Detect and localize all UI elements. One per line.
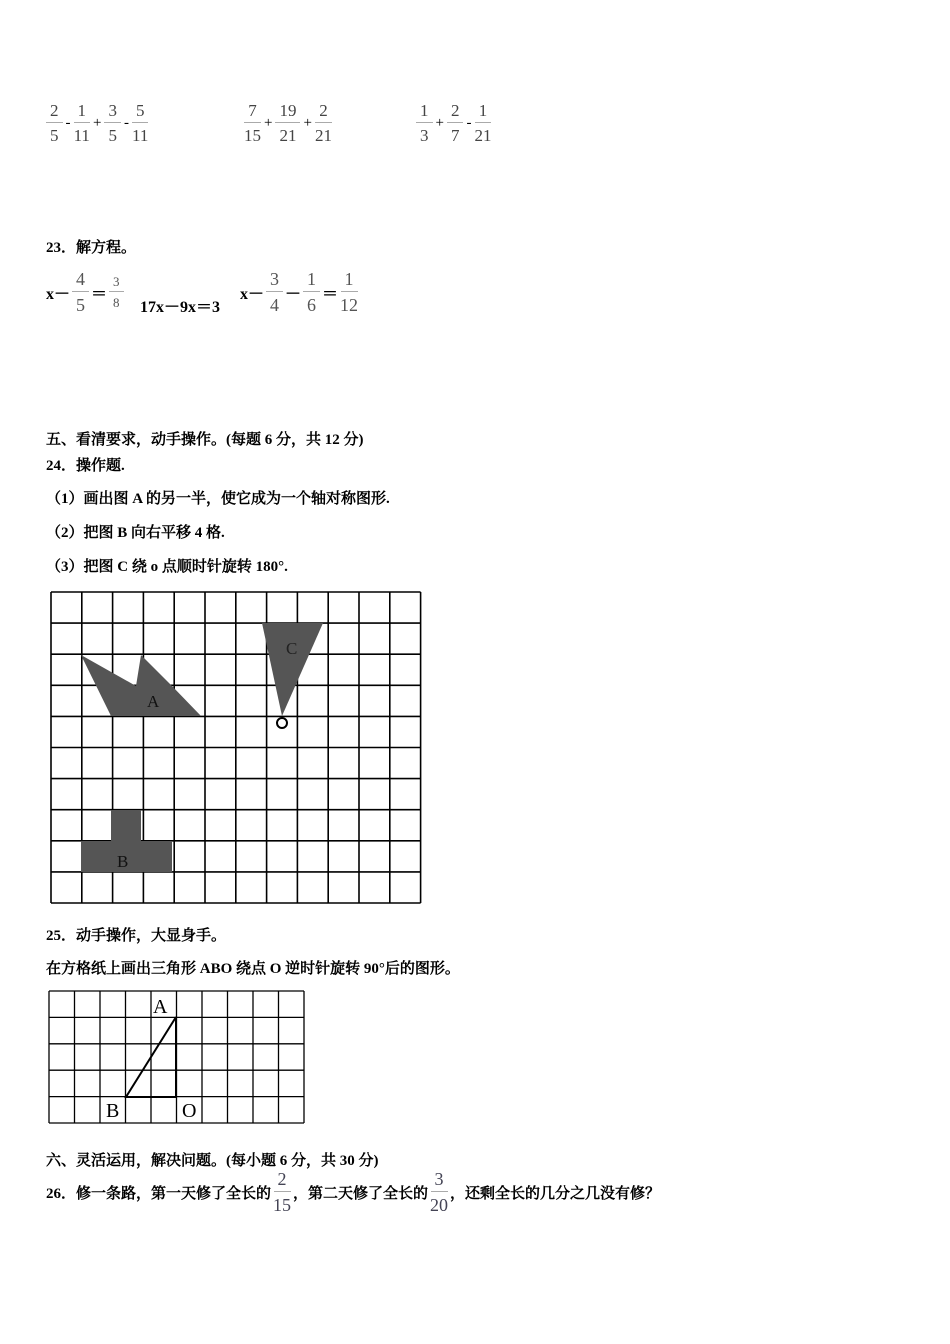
operator: - bbox=[466, 114, 472, 131]
numerator: 2 bbox=[315, 102, 332, 123]
eq-text: x－ bbox=[240, 285, 265, 303]
denominator: 21 bbox=[474, 126, 492, 145]
equation-2: 17x－9x＝3 bbox=[140, 299, 221, 316]
denominator: 5 bbox=[50, 126, 59, 145]
q26-text: 26．修一条路，第一天修了全长的 bbox=[46, 1185, 272, 1202]
operator: + bbox=[303, 114, 312, 131]
denominator: 11 bbox=[73, 126, 90, 145]
denominator: 12 bbox=[340, 295, 359, 315]
q24-item-3: （3）把图 C 绕 o 点顺时针旋转 180°. bbox=[46, 559, 288, 575]
denominator: 21 bbox=[314, 126, 332, 145]
numerator: 5 bbox=[132, 102, 149, 123]
section-5-heading: 五、看清要求，动手操作。(每题 6 分，共 12 分) bbox=[46, 432, 364, 448]
numerator: 1 bbox=[74, 102, 91, 123]
numerator: 1 bbox=[341, 270, 358, 292]
fraction bbox=[273, 1170, 291, 1214]
q24-item-2: （2）把图 B 向右平移 4 格. bbox=[46, 525, 225, 541]
label-o: O bbox=[182, 1100, 197, 1122]
label-a: A bbox=[147, 692, 160, 711]
numerator: 1 bbox=[475, 102, 492, 123]
numerator: 3 bbox=[109, 275, 124, 292]
label-b: B bbox=[117, 852, 129, 871]
numerator: 19 bbox=[275, 102, 300, 123]
q24-item-1: （1）画出图 A 的另一半，使它成为一个轴对称图形. bbox=[46, 491, 390, 507]
denominator: 5 bbox=[76, 295, 86, 315]
denominator: 8 bbox=[113, 295, 120, 310]
numerator: 3 bbox=[266, 270, 283, 292]
eq-text: ＝ bbox=[91, 285, 108, 303]
operator: + bbox=[435, 114, 444, 131]
shape-c bbox=[262, 623, 323, 716]
denominator: 15 bbox=[244, 126, 261, 145]
q23-title: 23．解方程。 bbox=[46, 240, 137, 256]
q26-text: ，第二天修了全长的 bbox=[293, 1185, 429, 1202]
q26-question bbox=[46, 1170, 660, 1214]
denominator: 21 bbox=[279, 126, 297, 145]
q26-text: ，还剩全长的几分之几没有修？ bbox=[450, 1185, 661, 1202]
denominator: 4 bbox=[270, 295, 280, 315]
q24-title: 24．操作题. bbox=[46, 458, 125, 474]
denominator: 11 bbox=[132, 126, 149, 145]
denominator: 3 bbox=[420, 126, 429, 145]
section-6-heading: 六、灵活运用，解决问题。(每小题 6 分，共 30 分) bbox=[46, 1153, 379, 1169]
numerator: 3 bbox=[104, 102, 121, 123]
numerator: 2 bbox=[274, 1170, 291, 1192]
denominator: 7 bbox=[450, 126, 460, 145]
operator: - bbox=[65, 114, 71, 131]
numerator: 2 bbox=[46, 102, 63, 123]
numerator: 2 bbox=[447, 102, 464, 123]
eq-text: x－ bbox=[46, 285, 71, 303]
numerator: 3 bbox=[431, 1170, 448, 1192]
eq-text: － bbox=[285, 285, 302, 303]
point-o bbox=[277, 718, 287, 728]
numerator: 7 bbox=[244, 102, 261, 123]
label-a: A bbox=[153, 996, 168, 1018]
q25-text: 在方格纸上画出三角形 ABO 绕点 O 逆时针旋转 90°后的图形。 bbox=[46, 961, 460, 977]
fraction bbox=[430, 1170, 448, 1214]
operator: + bbox=[264, 114, 273, 131]
denominator: 5 bbox=[108, 126, 117, 145]
eq-text: ＝ bbox=[322, 285, 339, 303]
numerator: 1 bbox=[303, 270, 320, 292]
label-b: B bbox=[106, 1100, 120, 1122]
denominator: 6 bbox=[307, 295, 317, 315]
q25-title: 25．动手操作，大显身手。 bbox=[46, 928, 227, 944]
numerator: 4 bbox=[72, 270, 89, 292]
operator: + bbox=[93, 114, 102, 131]
operator: - bbox=[123, 114, 129, 131]
label-c: C bbox=[286, 639, 298, 658]
denominator: 15 bbox=[273, 1195, 292, 1215]
denominator: 20 bbox=[430, 1195, 449, 1215]
numerator: 1 bbox=[416, 102, 433, 123]
